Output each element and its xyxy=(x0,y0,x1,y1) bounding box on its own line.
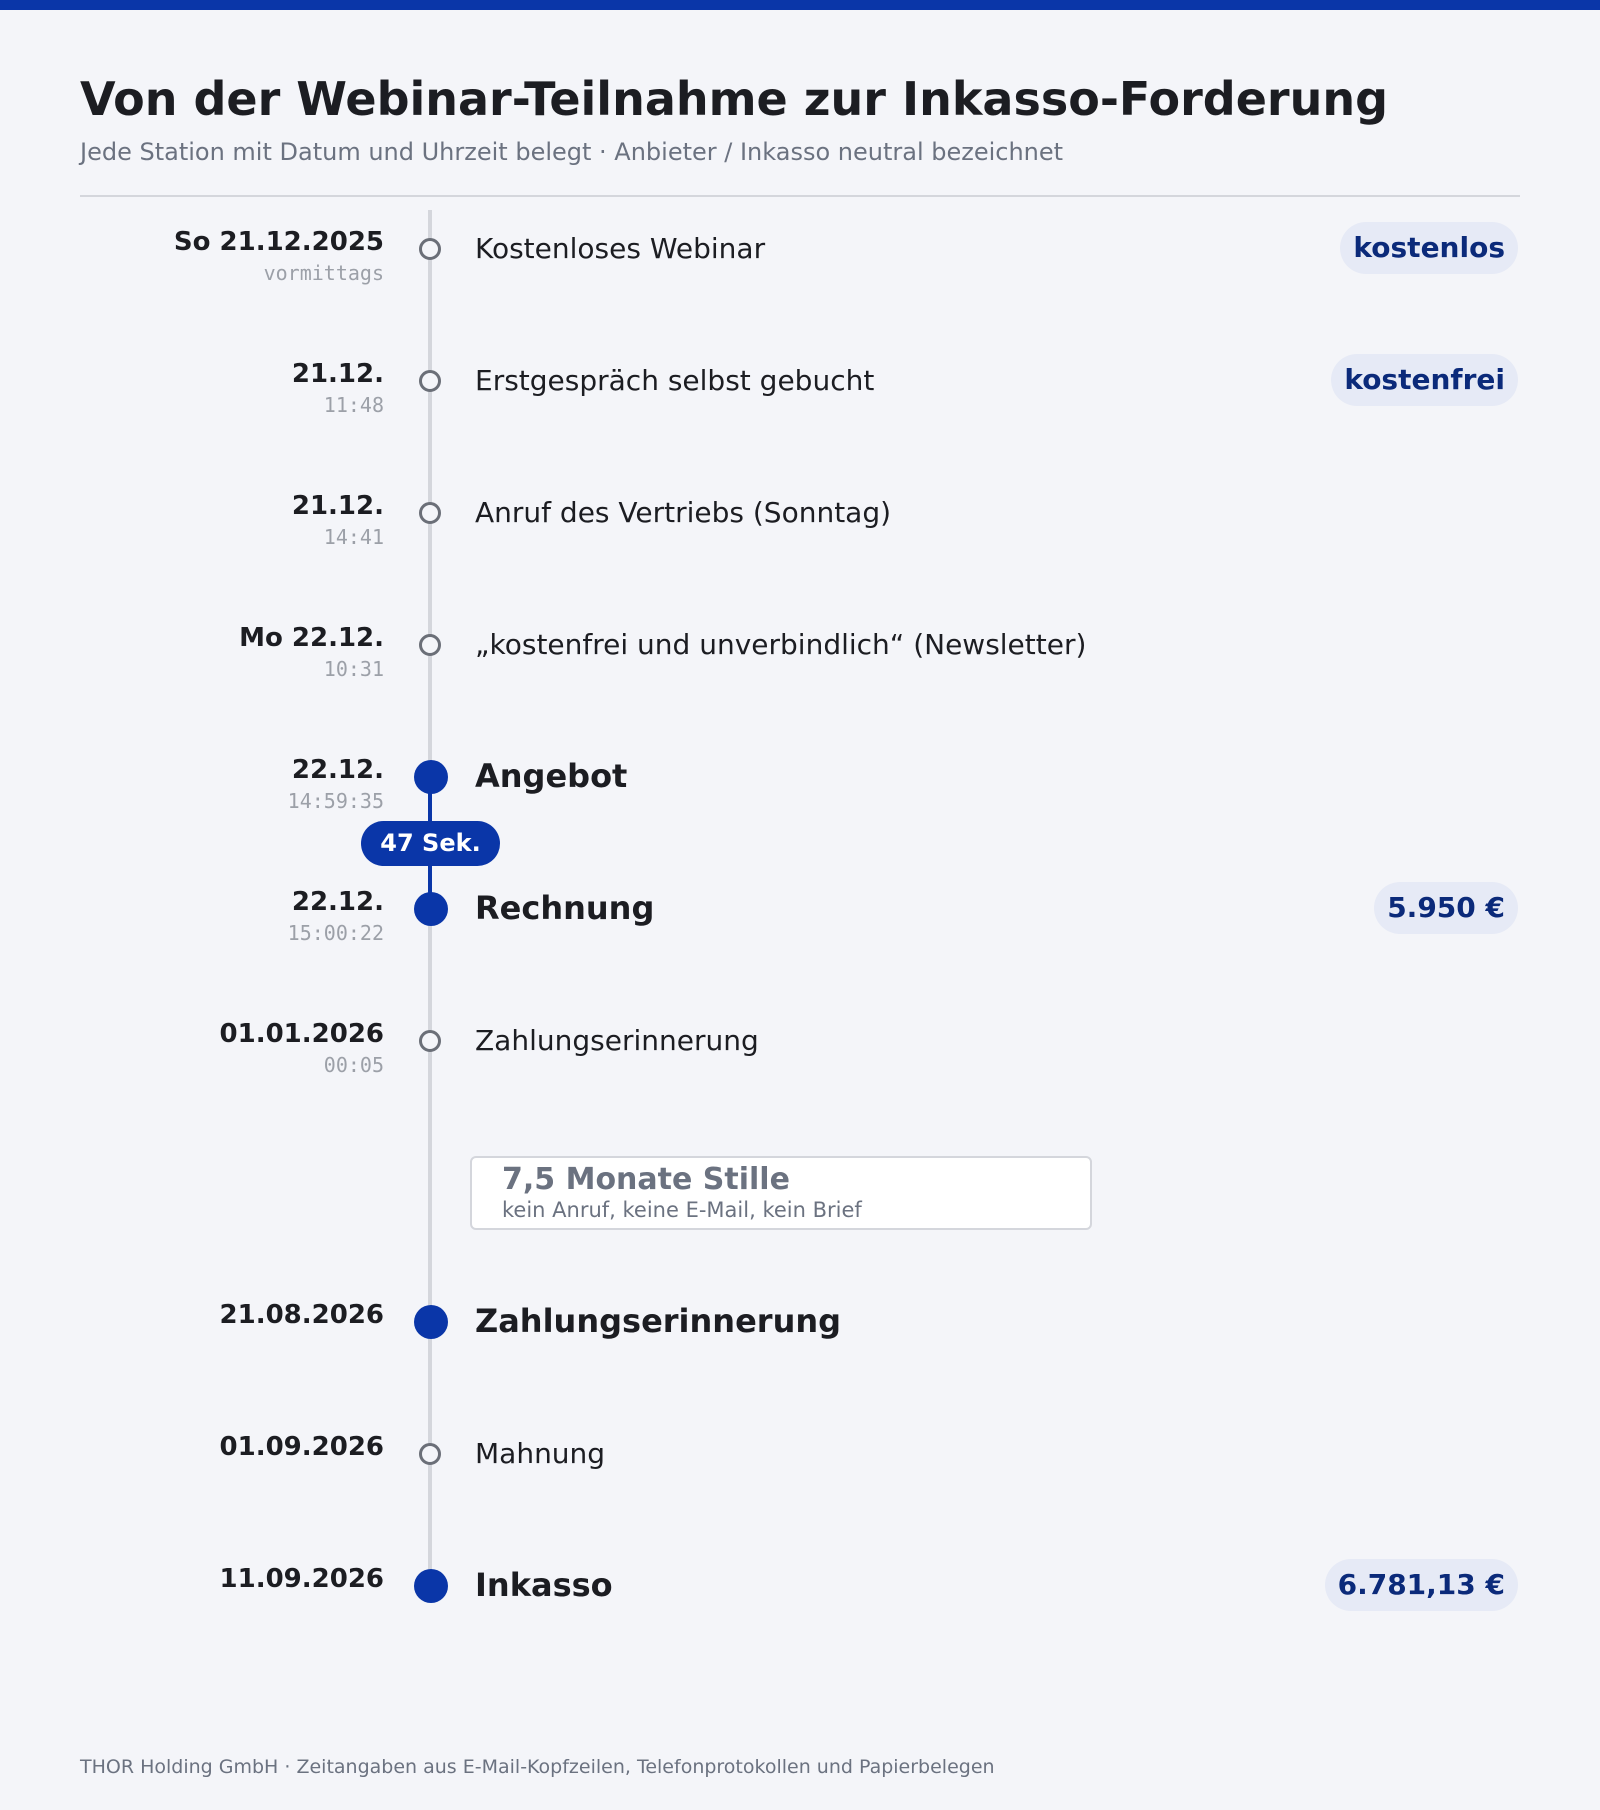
event-time: vormittags xyxy=(263,261,384,285)
timeline-event-rechnung xyxy=(0,887,1600,989)
page-title: Von der Webinar-Teilnahme zur Inkasso-Forderung xyxy=(80,72,1389,126)
timeline-event-anruf xyxy=(0,491,1600,593)
timeline-event-zahlungserinnerung-2 xyxy=(0,1300,1600,1402)
event-time: 00:05 xyxy=(323,1053,384,1077)
event-date: 11.09.2026 xyxy=(219,1564,384,1594)
event-time: 14:59:35 xyxy=(287,789,384,813)
event-label: Angebot xyxy=(475,757,628,795)
event-label: „kostenfrei und unverbindlich“ (Newsletter) xyxy=(475,628,1087,661)
event-marker-open xyxy=(419,634,441,656)
event-date: 01.01.2026 xyxy=(219,1019,384,1049)
event-marker-open xyxy=(419,502,441,524)
event-label: Kostenloses Webinar xyxy=(475,232,766,265)
event-label: Anruf des Vertriebs (Sonntag) xyxy=(475,496,892,529)
event-marker-open xyxy=(419,238,441,260)
event-label: Inkasso xyxy=(475,1566,613,1604)
event-marker-filled xyxy=(414,1569,448,1603)
event-marker-filled xyxy=(414,892,448,926)
event-date: So 21.12.2025 xyxy=(173,227,384,257)
event-marker-open xyxy=(419,1443,441,1465)
event-label: Zahlungserinnerung xyxy=(475,1302,842,1340)
top-accent-bar xyxy=(0,0,1600,10)
event-label: Mahnung xyxy=(475,1437,606,1470)
event-badge: kostenfrei xyxy=(1331,354,1518,406)
timeline-event-inkasso xyxy=(0,1564,1600,1666)
event-label: Erstgespräch selbst gebucht xyxy=(475,364,875,397)
event-date: 22.12. xyxy=(291,755,384,785)
timeline-event-mahnung xyxy=(0,1432,1600,1534)
event-marker-filled xyxy=(414,1305,448,1339)
event-marker-open xyxy=(419,370,441,392)
event-marker-filled xyxy=(414,760,448,794)
event-marker-open xyxy=(419,1030,441,1052)
event-time: 10:31 xyxy=(323,657,384,681)
header-divider xyxy=(80,195,1520,197)
footer-note: THOR Holding GmbH · Zeitangaben aus E-Mail-Kopfzeilen, Telefonprotokollen und Papierbelegen xyxy=(80,1756,995,1778)
silence-title: 7,5 Monate Stille xyxy=(502,1162,790,1197)
silence-callout xyxy=(470,1156,1092,1230)
event-date: 21.08.2026 xyxy=(219,1300,384,1330)
page-subtitle: Jede Station mit Datum und Uhrzeit belegt · Anbieter / Inkasso neutral bezeichnet xyxy=(80,138,1064,166)
timeline-event-angebot xyxy=(0,755,1600,857)
timeline-event-zahlungserinnerung-1 xyxy=(0,1019,1600,1121)
gap-duration-pill: 47 Sek. xyxy=(361,821,500,866)
event-date: 21.12. xyxy=(291,491,384,521)
event-label: Rechnung xyxy=(475,889,655,927)
event-badge: 6.781,13 € xyxy=(1325,1559,1518,1611)
event-time: 14:41 xyxy=(323,525,384,549)
event-date: 22.12. xyxy=(291,887,384,917)
event-badge: kostenlos xyxy=(1340,222,1518,274)
event-badge: 5.950 € xyxy=(1374,882,1518,934)
silence-subtitle: kein Anruf, keine E-Mail, kein Brief xyxy=(502,1198,862,1222)
event-date: 01.09.2026 xyxy=(219,1432,384,1462)
event-time: 11:48 xyxy=(323,393,384,417)
timeline-event-erstgespraech xyxy=(0,359,1600,461)
event-label: Zahlungserinnerung xyxy=(475,1024,759,1057)
event-date: 21.12. xyxy=(291,359,384,389)
timeline-event-webinar xyxy=(0,227,1600,329)
event-time: 15:00:22 xyxy=(287,921,384,945)
timeline-event-newsletter xyxy=(0,623,1600,725)
event-date: Mo 22.12. xyxy=(239,623,384,653)
